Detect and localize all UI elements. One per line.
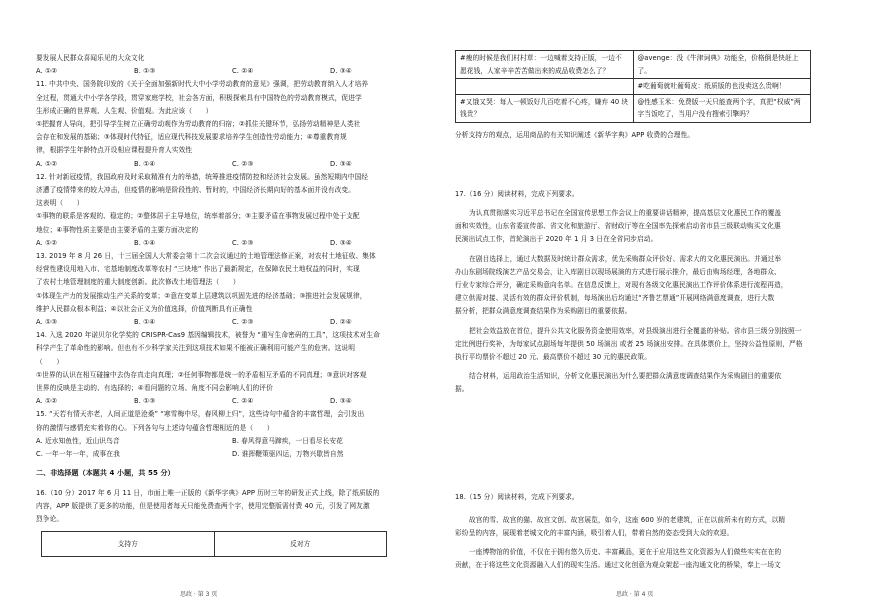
oppose-comment: @性感玉米：免费版一天只能查两个字，真把“权威”两字当饭吃了，当用户没有搜索引擎吗？ xyxy=(633,94,811,122)
paragraph xyxy=(455,514,843,540)
paragraph xyxy=(455,370,843,396)
question-line: 经营性建设用地入市、宅基地制度改革等农村 “三块地” 作出了最新规定，在保障农民土地权益的同时，实现 xyxy=(36,265,360,274)
question-line: ①世界的认识在相互碰撞中去伪存真走向真理；②任何事物都是统一的矛盾相互矛盾的不同真理；③意识对客观 xyxy=(36,370,367,379)
paragraph-line: 办山东剧场院线演艺产品交易会，让入库剧目以现场展演的方式进行展示推介，最后由购场经理，各地群众、 xyxy=(455,267,781,276)
answer-option: A. ①② xyxy=(36,159,58,168)
debate-table xyxy=(455,50,811,123)
question-11 xyxy=(36,78,428,157)
answer-option: A. ①② xyxy=(36,238,58,247)
q12-options xyxy=(36,237,428,250)
question-line: 维护人民群众根本利益；④以社会正义为价值选择，价值判断具有正确性 xyxy=(36,304,253,313)
answer-option: C. ②④ xyxy=(232,397,254,406)
q13-options xyxy=(36,316,428,329)
answer-option: B. ①③ xyxy=(134,67,156,76)
section-heading: 二、非选择题（本题共 4 小题，共 55 分） xyxy=(36,469,175,478)
support-comment xyxy=(456,79,634,95)
q15-options xyxy=(36,435,428,461)
page-footer-right: 思政 · 第 4 页 xyxy=(616,591,654,598)
question-line: 生形成正确的世界观、人生观、价值观。为此应该（ ） xyxy=(36,106,213,115)
answer-option: C. ②③ xyxy=(232,318,254,327)
question-line: 了农村土地管理制度的重大制度创新。此次修改土地管理法（ ） xyxy=(36,278,240,287)
question-line: （ ） xyxy=(36,357,64,366)
question-line: 13. 2019 年 8 月 26 日，十三届全国人大常委会第十二次会议通过的土地管理法修正案，对农村土地征收、集体 xyxy=(36,252,376,261)
question-line: 世界的反映是主动的、有选择的；④看问题的立场、角度不同会影响人们的评价 xyxy=(36,384,273,393)
question-line: 科学产生了革命性的影响。但也有不少科学家关注到这项技术如果不能被正确利用可能产生的危害。这说明 xyxy=(36,344,356,353)
q11-options xyxy=(36,158,428,171)
oppose-comment: #吃葡萄就吐葡萄皮：纸质版的也没卖这么贵啊！ xyxy=(633,79,811,95)
answer-option: D. ③④ xyxy=(330,238,352,247)
answer-option: A. ①② xyxy=(36,67,58,76)
paragraph-line: 建立供需对接、灵活有效的群众评价机制，每场演出后均通过“齐鲁艺票通”开展网络满意度调查，进行大数 xyxy=(455,294,775,303)
answer-option: B. ①④ xyxy=(134,238,156,247)
paragraph-line: 据分析，把群众满意度调查结果作为采购剧目的重要依据。 xyxy=(455,307,632,316)
answer-option: A. ①② xyxy=(36,397,58,406)
paragraph-line: 为认真贯彻落实习近平总书记在全国宣传思想工作会议上的重要讲话精神，提高基层文化惠民工作的覆盖 xyxy=(469,208,782,217)
paragraph-line: 执行平均票价不超过 20 元、最高票价不超过 30 元的惠民政策。 xyxy=(455,352,652,361)
oppose-comment: @avenge：没《牛津词典》功能全，价格倒是快赶上了。 xyxy=(633,51,811,79)
question-line: 烈争论。 xyxy=(36,514,64,523)
paragraph-line: 结合材料，运用政治生活知识，分析文化惠民演出为什么要把群众满意度调查结果作为采购剧目的重要依 xyxy=(469,372,782,381)
paragraph-line: 彩纷呈的内容，展现着老城文化的丰富内涵，吸引着人们，带着自然的姿态受到大众的欢迎。 xyxy=(455,528,734,537)
debate-row xyxy=(456,94,811,122)
question-17 xyxy=(455,207,843,397)
answer-option: D. ③④ xyxy=(330,159,352,168)
question-line: 地位；④事物性质主要是由主要矛盾的主要方面决定的 xyxy=(36,225,199,234)
right-column xyxy=(455,50,843,579)
paragraph-line: 面和实效性，山东省委宣传部、省文化和旅游厅、省财政厅等在全国率先探索启动省市县三级联动购买文化惠 xyxy=(455,222,781,231)
question-line: 内容，APP 版提供了更多的功能，但是使用者每天只能免费查两个字，使用完整版需付费 40 元，引发了网友激 xyxy=(36,501,370,510)
paragraph-line: 故宫的雪、故宫的猫、故宫文创、故宫展览，如今，这座 600 岁的老建筑，正在以前所未有的方式，以精 xyxy=(469,515,786,524)
q16-requirement: 分析支持方的观点，运用商品的有关知识阐述《新华字典》APP 收费的合理性。 xyxy=(455,130,695,139)
question-line: 12. 针对新冠疫情，我国政府及时采取精准有力的举措，统筹推进疫情防控和经济社会发展。虽然短期内中国经 xyxy=(36,172,369,181)
question-15 xyxy=(36,408,428,434)
paragraph xyxy=(455,253,843,319)
paragraph xyxy=(455,546,843,572)
answer-option: A. ①③ xyxy=(36,318,58,327)
answer-option: D. ③④ xyxy=(330,67,352,76)
debate-row xyxy=(456,51,811,79)
question-line: 会存在和发展的基础；③体现时代特征，适应现代科技发展要求培养学生创造性劳动能力；④尊重教育规 xyxy=(36,133,347,142)
support-comment: #又饿又哭：每人一顿饭好几百吃着不心疼，嫌弃 40 块钱贵？ xyxy=(456,94,634,122)
question-line: 这表明（ ） xyxy=(36,199,84,208)
answer-option: B. ①④ xyxy=(134,318,156,327)
question-16 xyxy=(36,487,428,527)
question-12 xyxy=(36,171,428,237)
text-line: 要发展人民群众喜闻乐见的大众文化 xyxy=(36,54,145,62)
answer-option: B. 春风得意马蹄疾，一日看尽长安花 xyxy=(232,436,343,445)
paragraph xyxy=(455,325,843,365)
q17-title: 17.（16 分）阅读材料，完成下列要求。 xyxy=(455,189,579,198)
answer-option: D. ②④ xyxy=(330,318,352,327)
answer-option: C. 一年一年一年，成事在我 xyxy=(36,450,120,459)
paragraph-line: 定比例进行奖补，为每家试点剧场每年提供 50 场演出 或者 25 场演出安排。在具体票价上，坚持公益性原则，严格 xyxy=(455,339,803,348)
q10-options xyxy=(36,65,428,78)
question-line: ①事物的联系是客观的、稳定的；②整体居于主导地位，统率着部分；③主要矛盾在事物发展过程中处于支配 xyxy=(36,212,360,221)
question-line: ①体现生产力的发展推动生产关系的变革；②意在变革上层建筑以巩固先进的经济基础；③推进社会发展规律， xyxy=(36,291,367,300)
question-18 xyxy=(455,514,843,573)
answer-option: D. ③④ xyxy=(330,397,352,406)
left-column xyxy=(36,52,428,557)
answer-option: A. 近水知鱼性，近山识鸟音 xyxy=(36,436,120,445)
question-line: 14. 入选 2020 年诺贝尔化学奖的 CRISPR-Cas9 基因编辑技术，被誉为 “重写生命密码的工具”，这项技术对生命 xyxy=(36,331,380,340)
q18-title: 18.（15 分）阅读材料，完成下列要求。 xyxy=(455,492,579,501)
question-line: ①把握育人导向，把引导学生树立正确劳动观作为劳动教育的归宿；②抓住关键环节，弘扬劳动精神是人类社 xyxy=(36,120,361,129)
question-14 xyxy=(36,329,428,395)
paragraph-line: 行业专家综合评分，确定采购意向名单。在信息反馈上，对现有各级文化惠民演出工作评价体系进行流程再造， xyxy=(455,280,788,289)
support-header: 支持方 xyxy=(42,532,215,557)
answer-option: B. ①③ xyxy=(134,397,156,406)
question-line: 律，根据学生年龄特点开设相应课程提升育人实效性 xyxy=(36,146,193,155)
debate-table-header xyxy=(41,531,387,557)
question-line: 15. “天若有情天亦老，人间正道是沧桑” “寒雪梅中尽，春风柳上归”，这些诗句中蕴含的丰富哲理，会引发出 xyxy=(36,410,365,419)
support-comment: #瘦的时候是我们村村草：一边喊着支持正版，一边不愿花钱，人家辛辛苦苦做出来的成品收费怎么了？ xyxy=(456,51,634,79)
question-line: 济遭了疫情带来的较大冲击，但疫情的影响是阶段性的、暂时的，中国经济长期向好的基本面并没有改变。 xyxy=(36,186,356,195)
paragraph xyxy=(455,207,843,247)
paragraph-line: 一座博物馆的价值，不仅在于拥有悠久历史、丰富藏品，更在于应用这些文化资源为人们做些实实在在的 xyxy=(469,548,782,557)
question-line: 16.（10 分）2017 年 6 月 11 日，市面上唯一正版的《新华字典》APP 历时三年的研发正式上线，除了纸质版的 xyxy=(36,488,380,497)
question-13 xyxy=(36,250,428,316)
paragraph-line: 民演出试点工作，首轮演出于 2020 年 1 月 3 日在全省同步启动。 xyxy=(455,235,658,244)
debate-row xyxy=(456,79,811,95)
paragraph-line: 贡献，在于将这些文化资源融入人们的现实生活。通过文化创意为观众架起一座沟通文化的桥梁，奉上一场文 xyxy=(455,561,781,570)
paragraph-line: 据。 xyxy=(455,385,469,394)
answer-option: C. ②④ xyxy=(232,67,254,76)
answer-option: D. 谁挥鞭策驱四运，万物兴歇皆自然 xyxy=(232,450,344,459)
answer-option: C. ②③ xyxy=(232,159,254,168)
q14-options xyxy=(36,395,428,408)
paragraph-line: 在剧目选择上，通过大数据及时统计群众需求，优先采购群众评价好、需求大的文化惠民演出。并通过举 xyxy=(469,254,782,263)
paragraph-line: 把社会效益放在首位，提升公共文化服务资金使用效率，对县级演出进行全覆盖的补贴。省市县三级分别按照一 xyxy=(469,326,802,335)
question-line: 你的激情与感情充实着你的心。下列各句与上述诗句蕴含哲理相近的是（ ） xyxy=(36,423,274,432)
page-footer-left: 思政 · 第 3 页 xyxy=(180,591,218,598)
answer-option: C. ②③ xyxy=(232,238,254,247)
question-line: 11. 中共中央、国务院印发的《关于全面加强新时代大中小学劳动教育的意见》强调，把劳动教育纳入人才培养 xyxy=(36,80,369,89)
oppose-header: 反对方 xyxy=(214,532,387,557)
answer-option: B. ①④ xyxy=(134,159,156,168)
question-line: 全过程，贯通大中小学各学段，贯穿家庭学校，社会各方面，积极探索具有中国特色的劳动教育模式，促进学 xyxy=(36,93,362,102)
